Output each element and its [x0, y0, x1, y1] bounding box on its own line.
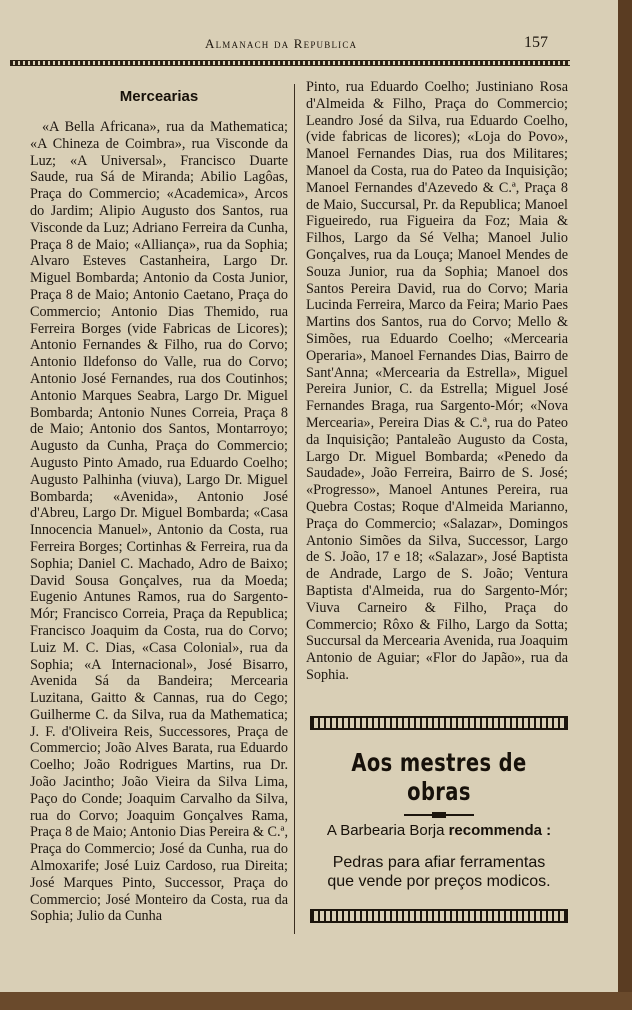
- running-header: [0, 34, 618, 56]
- advert-subtitle: [310, 822, 568, 839]
- page-edge-shadow: [618, 0, 632, 1010]
- ornamental-border-bottom: [310, 909, 568, 923]
- ornamental-border-top: [310, 716, 568, 730]
- left-column: [30, 80, 288, 940]
- page-bottom-edge: [0, 992, 632, 1010]
- advert-line-1: Pedras para afiar ferramentas: [332, 854, 546, 871]
- header-rule: [10, 60, 570, 66]
- advertisement: [310, 716, 568, 930]
- left-column-text: «A Bella Africana», rua da Mathematica; «A Chineza de Coimbra», rua Visconde da Luz; «A Universal», Francisco Duarte Saude, rua Sá de Miranda; Abilio Lagôas, Praça do Commercio; «Academica», Arcos do Jardim; Alipio Augusto dos Santos, rua Visconde da Luz; Adriano Ferreira da Cunha, Praça 8 de Maio; «Alliança», rua da Sophia; Alvaro Esteves Castanheira, Largo Dr. Miguel Bombarda; Antonio da Costa Junior, Praça 8 de Maio; Antonio Caetano, Praça do Commercio; Antonio Dias Themido, rua Ferreira Borges (vide Fabricas de Licores); Antonio Fernandes & Filho, rua do Corvo; Antonio Ildefonso do Valle, rua do Corvo; Antonio José Fernandes, rua dos Coutinhos; Antonio Marques Seabra, Largo Dr. Miguel Bombarda; Antonio Nunes Correia, Praça 8 de Maio; Antonio dos Santos, Montarroyo; Augusto da Cunha, Praça do Commercio; Augusto Pinto Amado, rua Eduardo Coelho; Augusto Palhinha (viuva), Largo Dr. Miguel Bombarda; «Avenida», Antonio José d'Abreu, Largo Dr. Miguel Bombarda; «Casa Innocencia Manuel», Antonio da Costa, rua Ferreira Borges; Cortinhas & Ferreira, rua da Sophia; Daniel C. Machado, Adro de Baixo; David Sousa Gonçalves, rua da Moeda; Eugenio Antunes Ramos, rua do Sargento-Mór; Francisco Correia, Praça da Republica; Francisco Joaquim da Costa, rua do Corvo; Luiz M. C. Dias, «Casa Colonial», rua da Sophia; «A Internacional», José Bisarro, Avenida Sá da Bandeira; Mercearia Luzitana, Gaitto & Cannas, rua do Cego; Guilherme C. da Silva, rua da Mathematica; J. F. d'Oliveira Reis, Successores, Praça de Commercio; João Alves Barata, rua Eduardo Coelho; João Rodrigues Martins, rua Dr. João Jacintho; João Vieira da Silva Lima, Paço do Conde; Joaquim Carvalho da Silva, rua do Corvo; Joaquim Gonçalves Rama, Praça 8 de Maio; Antonio Dias Pereira & C.ª, Praça do Commercio; José da Cunha, rua do Almoxarife; José Luiz Cardoso, rua Direita; José Marques Pinto, Successor, Praça do Commercio; José Monteiro da Costa, rua da Sophia; Julio da Cunha: [30, 119, 288, 925]
- advert-ornament: [404, 814, 474, 816]
- running-title: Almanach da Republica: [205, 36, 358, 51]
- section-title: Mercearias: [119, 88, 199, 105]
- advert-body: [310, 853, 568, 891]
- right-column: [306, 79, 568, 709]
- advert-line-2: que vende por preços modicos.: [327, 873, 551, 890]
- advert-title: Aos mestres de obras: [351, 748, 527, 806]
- advert-sub-bold: recommenda :: [448, 822, 552, 839]
- column-divider: [294, 84, 295, 934]
- page-number: 157: [524, 34, 548, 51]
- right-column-text: Pinto, rua Eduardo Coelho; Justiniano Rosa d'Almeida & Filho, Praça do Commercio; Leandro José da Silva, rua Eduardo Coelho, (vide fabricas de licores); «Loja do Povo», Manoel Fernandes Dias, rua dos Militares; Manoel da Costa, rua do Pateo da Inquisição; Manoel Fernandes d'Azevedo & C.ª, Praça 8 de Maio, Succursal, Pr. da Republica; Manoel Figueiredo, rua Figueira da Foz; Maia & Filhos, Largo da Sé Velha; Manoel Julio Gonçalves, rua da Louça; Manoel Mendes de Souza Junior, rua da Sophia; Manoel dos Santos Pereira David, rua do Corvo; Maria Lucinda Ferreira, Marco da Feira; Mario Paes Martins dos Santos, rua do Corvo; Mello & Simões, rua Eduardo Coelho; «Mercearia Operaria», Manoel Fernandes Dias, Bairro de Sant'Anna; «Mercearia da Estrella», Miguel Pereira Junior, C. da Estrella; Miguel José Fernandes Braga, rua Sargento-Mór; «Nova Mercearia», Pereira Dias & C.ª, rua do Pateo da Inquisição; Pantaleão Augusto da Costa, Largo Dr. Miguel Bombarda; «Penedo da Saudade», João Ferreira, Bairro de S. José; «Progresso», Manoel Antunes Pereira, rua Quebra Costas; Roque d'Almeida Marianno, Praça do Commercio; «Salazar», Domingos Antonio Simões da Silva, Successor, Largo de S. João, 17 e 18; «Salazar», José Baptista de Andrade, Largo de S. João; Ventura Baptista d'Almeida, rua do Sargento-Mór; Viuva Carneiro & Filho, Praça do Commercio; Rôxo & Filho, Largo da Sotta; Succursal da Mercearia Avenida, rua Joaquim Antonio de Aguiar; «Flor do Japão», rua da Sophia.: [306, 79, 568, 683]
- advert-sub-prefix: A Barbearia Borja: [326, 822, 449, 839]
